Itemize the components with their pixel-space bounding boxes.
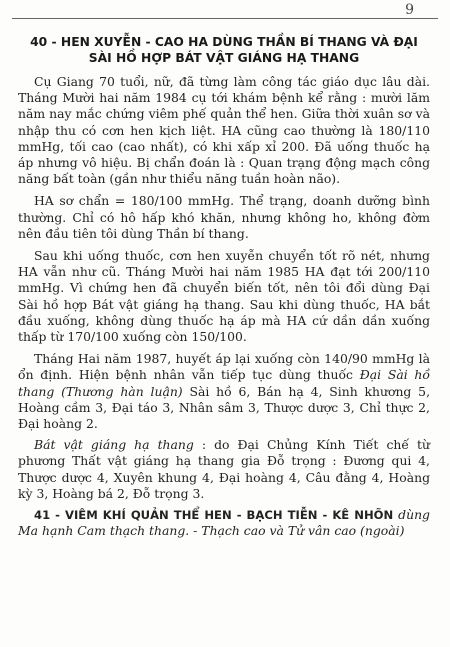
section-41-title: 41 - VIÊM KHÍ QUẢN THỂ HEN - BẠCH TIỄN - KÊ NHÕN [34, 508, 394, 523]
section-40-paragraph-4 [18, 351, 430, 432]
section-40-paragraph-3: Sau khi uống thuốc, cơn hen xuyễn chuyển tốt rõ nét, nhưng HA vẫn như cũ. Tháng Mười hai năm 1985 HA đạt tới 200/110 mmHg. Vì chứng hen đã chuyển biến tốt, nên tôi đổi dùng Đại Sài hồ hợp Bát vật giáng hạ thang. Sau khi dùng thuốc, HA bắt đầu xuống, không dùng thuốc hạ áp mà HA cứ dần dần xuống thấp từ 170/100 xuống còn 150/100. [18, 248, 430, 345]
page-content [18, 34, 430, 545]
section-41-heading [18, 507, 430, 539]
section-41-title-rest: dùng Ma hạnh Cam thạch thang. - Thạch cao và Tử vân cao (ngoài) [18, 507, 430, 539]
page-number: 9 [405, 2, 414, 18]
section-40-paragraph-5 [18, 437, 430, 502]
section-40-title: 40 - HEN XUYỄN - CAO HA DÙNG THẦN BÍ THANG VÀ ĐẠI SÀI HỒ HỢP BÁT VẬT GIÁNG HẠ THANG [30, 35, 418, 65]
paragraph-5-text: : do Đại Chủng Kính Tiết chế từ phương Thất vật giáng hạ thang gia Đỗ trọng : Đương qui 4, Thược dược 4, Xuyên khung 4, Đại hoàng 4, Câu đằng 4, Hoàng kỳ 3, Hoàng bá 2, Đỗ trọng 3. [18, 437, 430, 501]
paragraph-4-text-a: Tháng Hai năm 1987, huyết áp lại xuống còn 140/90 mmHg là ổn định. Hiện bệnh nhân vẫn tiếp tục dùng thuốc [18, 351, 430, 383]
header-rule [12, 18, 438, 19]
paragraph-4-text-b: Sài hồ 6, Bán hạ 4, Sinh khương 5, Hoàng cầm 3, Đại táo 3, Nhân sâm 3, Thược dược 3, Chỉ thực 2, Đại hoàng 2. [18, 383, 431, 432]
section-40-paragraph-2: HA sơ chẩn = 180/100 mmHg. Thể trạng, doanh dưỡng bình thường. Chỉ có hô hấp khó khăn, nhưng không ho, không đờm nên đầu tiên tôi dùng Thần bí thang. [18, 193, 430, 241]
formula-name-bat-vat: Bát vật giáng hạ thang [34, 437, 194, 453]
formula-name-dai-sai-ho: Đại Sài hồ thang (Thương hàn luận) [18, 367, 430, 399]
section-40-paragraph-1: Cụ Giang 70 tuổi, nữ, đã từng làm công tác giáo dục lâu dài. Tháng Mười hai năm 1984 cụ tới khám bệnh kể rằng : mười lăm năm nay mắc chứng viêm phế quản thể hen. Giữa thời xuân sơ và nhập thu có cơn hen kịch liệt. HA cũng cao thường là 180/110 mmHg, tối cao (cao nhất), có khi xấp xỉ 200. Đã uống thuốc hạ áp nhưng vô hiệu. Bị chẩn đoán là : Quan trạng động mạch công năng bất toàn (gần như thiểu năng tuần hoàn não). [18, 74, 430, 187]
